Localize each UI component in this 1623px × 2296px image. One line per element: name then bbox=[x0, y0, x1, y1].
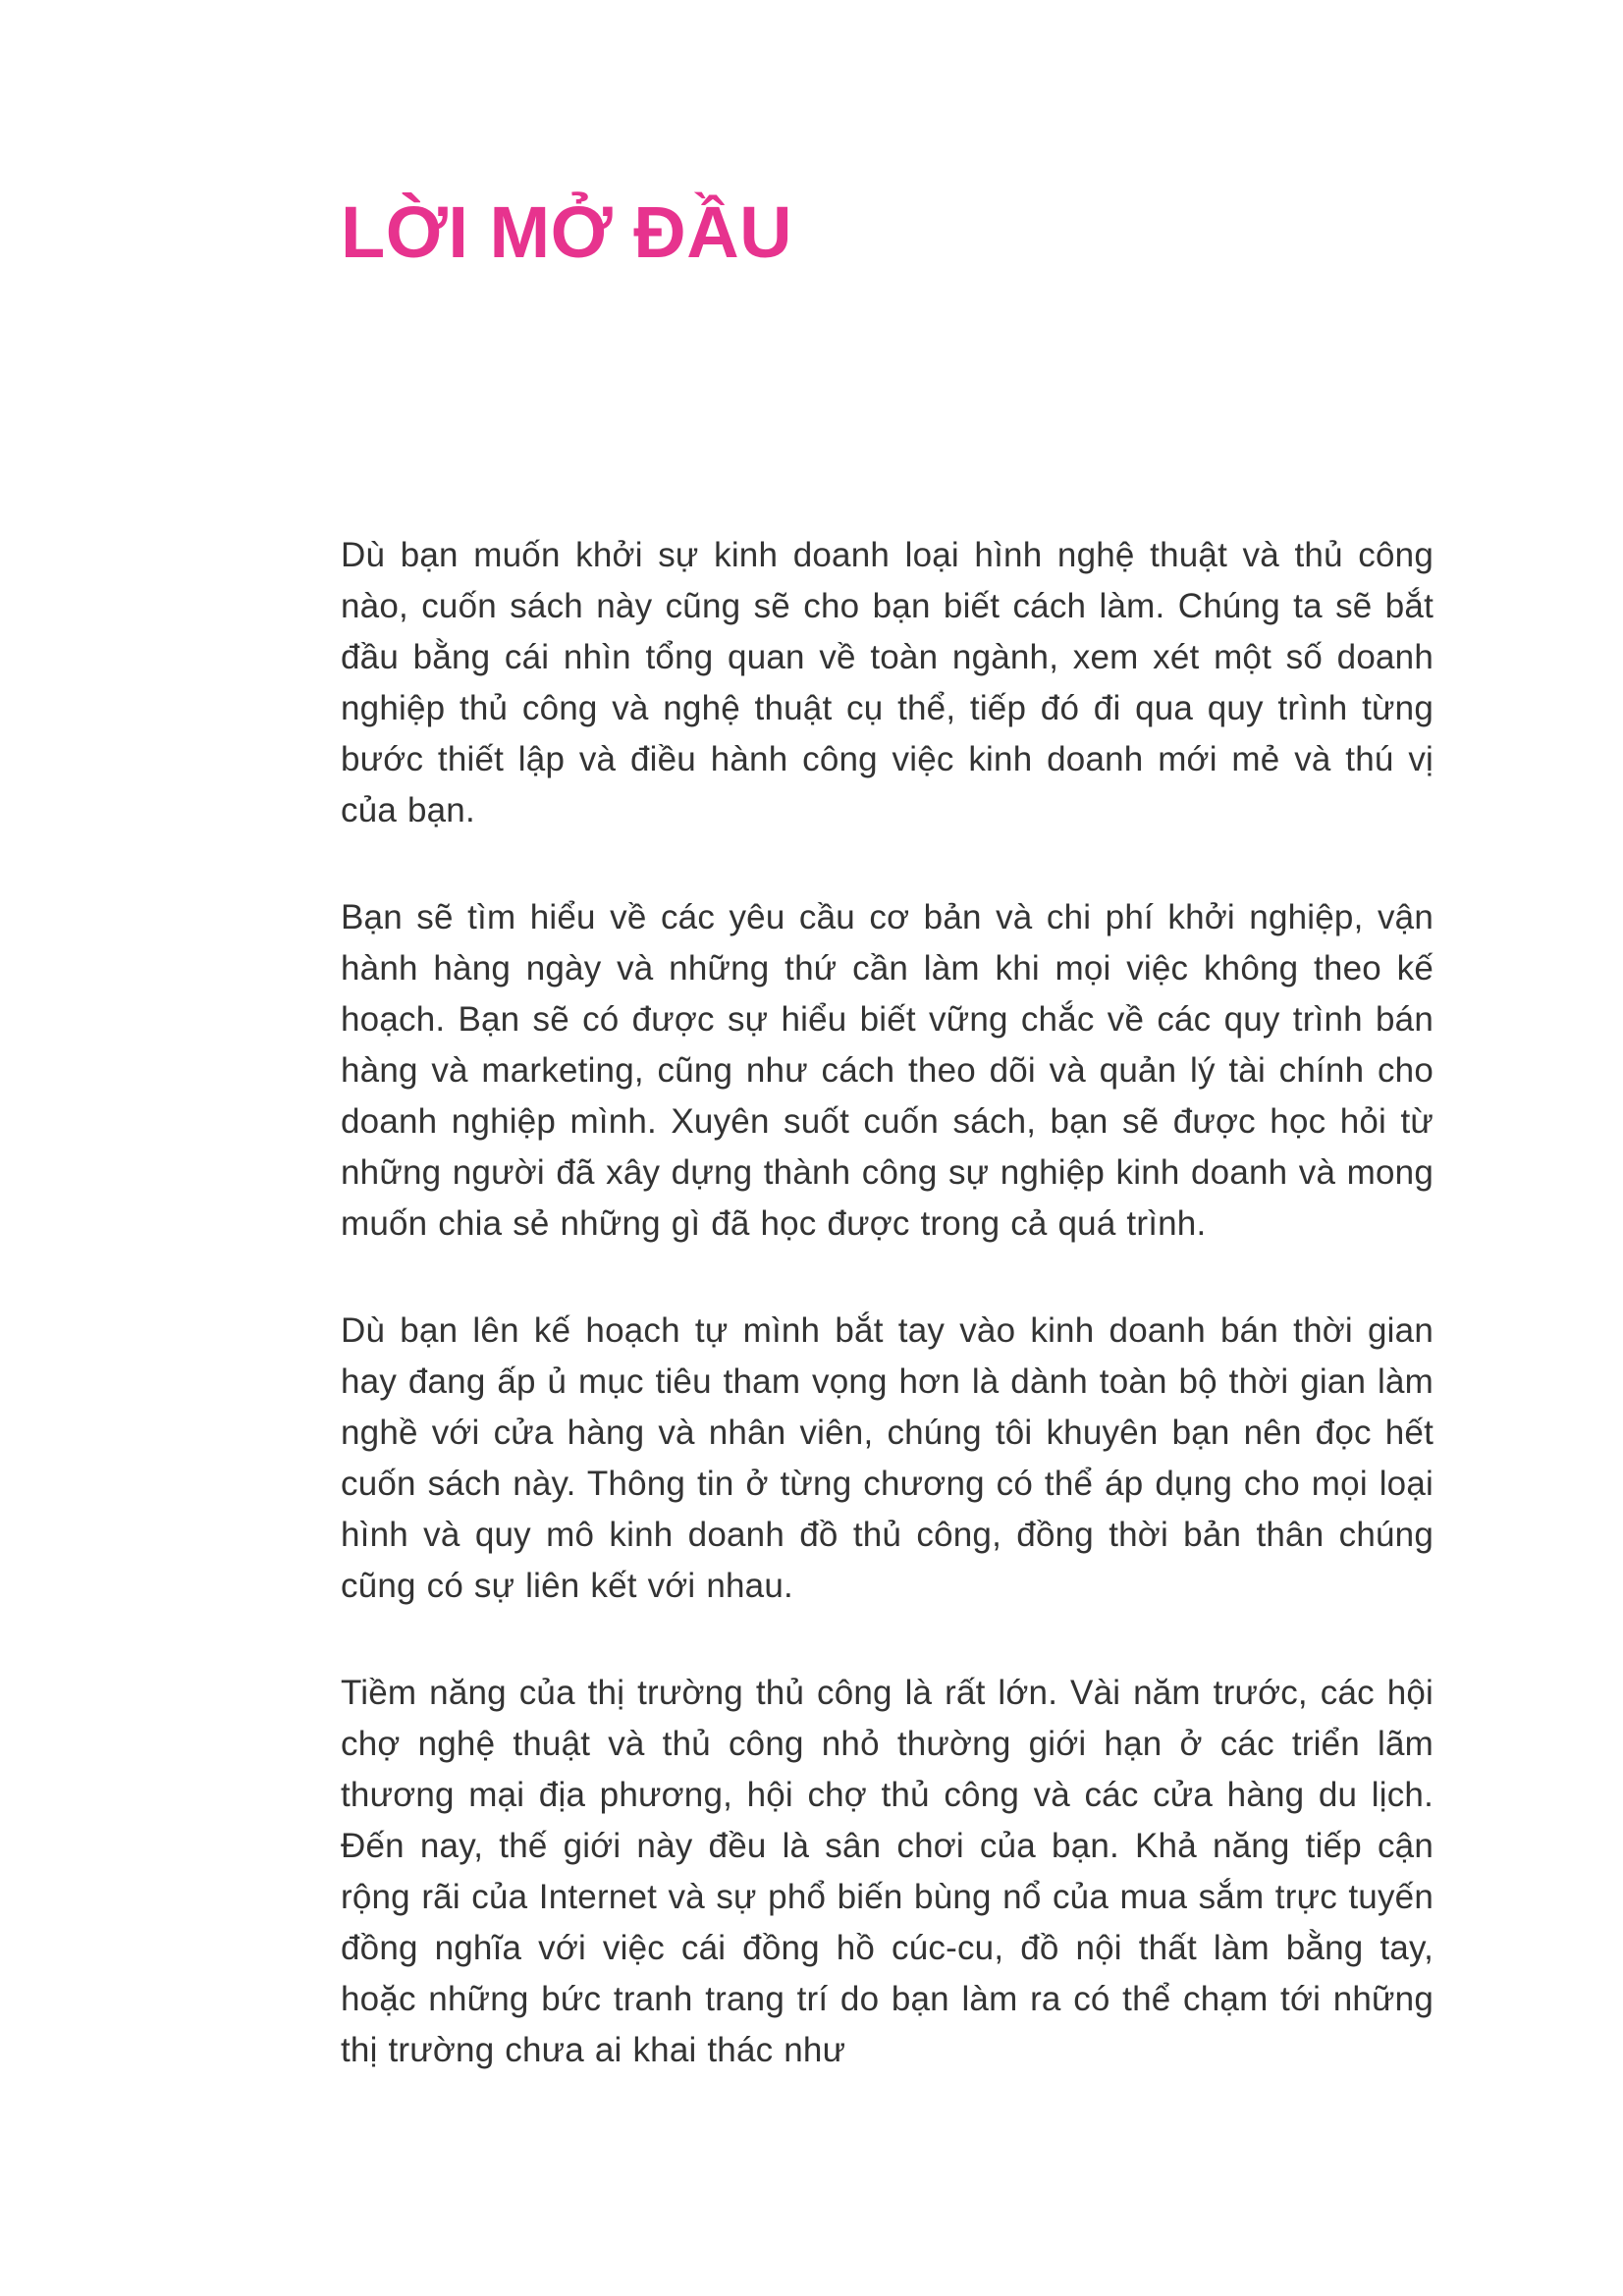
paragraph-4: Tiềm năng của thị trường thủ công là rất lớn. Vài năm trước, các hội chợ nghệ thuật và thủ công nhỏ thường giới hạn ở các triển lãm thương mại địa phương, hội chợ thủ công và các cửa hàng du lịch. Đến nay, thế giới này đều là sân chơi của bạn. Khả năng tiếp cận rộng rãi của Internet và sự phổ biến bùng nổ của mua sắm trực tuyến đồng nghĩa với việc cái đồng hồ cúc-cu, đồ nội thất làm bằng tay, hoặc những bức tranh trang trí do bạn làm ra có thể chạm tới những thị trường chưa ai khai thác như bbox=[341, 1674, 1434, 2069]
page-title: LỜI MỞ ĐẦU bbox=[341, 191, 793, 273]
paragraph-3: Dù bạn lên kế hoạch tự mình bắt tay vào kinh doanh bán thời gian hay đang ấp ủ mục tiêu tham vọng hơn là dành toàn bộ thời gian làm nghề với cửa hàng và nhân viên, chúng tôi khuyên bạn nên đọc hết cuốn sách này. Thông tin ở từng chương có thể áp dụng cho mọi loại hình và quy mô kinh doanh đồ thủ công, đồng thời bản thân chúng cũng có sự liên kết với nhau. bbox=[341, 1311, 1434, 1605]
body-text bbox=[341, 530, 1434, 2076]
paragraph-1: Dù bạn muốn khởi sự kinh doanh loại hình nghệ thuật và thủ công nào, cuốn sách này cũng sẽ cho bạn biết cách làm. Chúng ta sẽ bắt đầu bằng cái nhìn tổng quan về toàn ngành, xem xét một số doanh nghiệp thủ công và nghệ thuật cụ thể, tiếp đó đi qua quy trình từng bước thiết lập và điều hành công việc kinh doanh mới mẻ và thú vị của bạn. bbox=[341, 536, 1434, 829]
paragraph-2: Bạn sẽ tìm hiểu về các yêu cầu cơ bản và chi phí khởi nghiệp, vận hành hàng ngày và những thứ cần làm khi mọi việc không theo kế hoạch. Bạn sẽ có được sự hiểu biết vững chắc về các quy trình bán hàng và marketing, cũng như cách theo dõi và quản lý tài chính cho doanh nghiệp mình. Xuyên suốt cuốn sách, bạn sẽ được học hỏi từ những người đã xây dựng thành công sự nghiệp kinh doanh và mong muốn chia sẻ những gì đã học được trong cả quá trình. bbox=[341, 898, 1434, 1243]
